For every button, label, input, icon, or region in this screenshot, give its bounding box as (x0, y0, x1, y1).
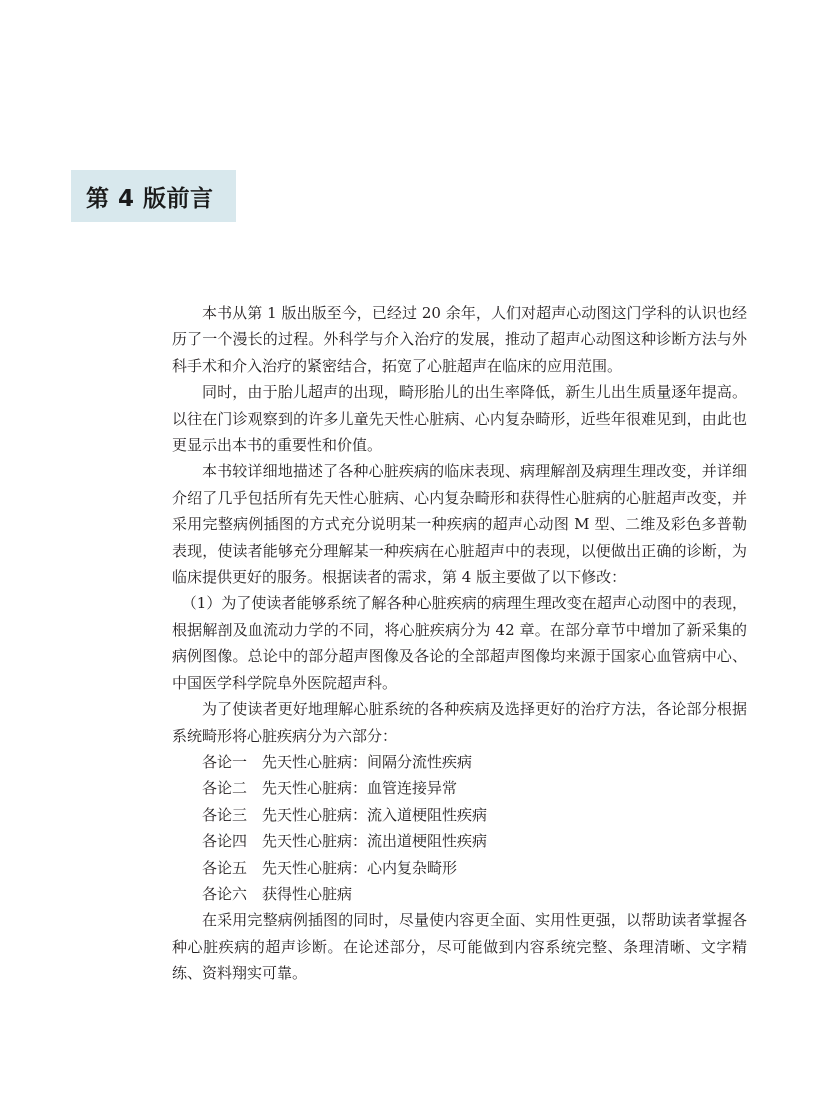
chapter-heading-box (71, 170, 236, 222)
section-list-item: 各论六 获得性心脏病 (202, 884, 353, 903)
section-list-item: 各论二 先天性心脏病：血管连接异常 (202, 779, 458, 798)
section-list-item: 各论四 先天性心脏病：流出道梗阻性疾病 (202, 832, 488, 851)
page-title: 第 4 版前言 (86, 185, 214, 212)
paragraph: 本书较详细地描述了各种心脏疾病的临床表现、病理解剖及病理生理改变，并详细介绍了几乎包括所有先天性心脏病、心内复杂畸形和获得性心脏病的心脏超声改变，并采用完整病例插图的方式充分说明某一种疾病的超声心动图 M 型、二维及彩色多普勒表现，使读者能够充分理解某一种疾病在心脏超声中的表现，以便做出正确的诊断，为临床提供更好的服务。根据读者的需求，第 4 版主要做了以下修改： (172, 462, 747, 587)
section-list-item: 各论五 先天性心脏病：心内复杂畸形 (202, 858, 458, 877)
paragraph: 在采用完整病例插图的同时，尽量使内容更全面、实用性更强，以帮助读者掌握各种心脏疾病的超声诊断。在论述部分，尽可能做到内容系统完整、条理清晰、文字精练、资料翔实可靠。 (172, 911, 747, 983)
paragraph: 同时，由于胎儿超声的出现，畸形胎儿的出生率降低，新生儿出生质量逐年提高。以往在门诊观察到的许多儿童先天性心脏病、心内复杂畸形，近些年很难见到，由此也更显示出本书的重要性和价值。 (172, 383, 747, 455)
section-list-item: 各论三 先天性心脏病：流入道梗阻性疾病 (202, 805, 488, 824)
paragraph: 为了使读者更好地理解心脏系统的各种疾病及选择更好的治疗方法，各论部分根据系统畸形将心脏疾病分为六部分： (172, 700, 747, 745)
paragraph: （1）为了使读者能够系统了解各种心脏疾病的病理生理改变在超声心动图中的表现，根据解剖及血流动力学的不同，将心脏疾病分为 42 章。在部分章节中增加了新采集的病例图像。总论中的部分超声图像及各论的全部超声图像均来源于国家心血管病中心、中国医学科学院阜外医院超声科。 (172, 594, 747, 692)
section-list-item: 各论一 先天性心脏病：间隔分流性疾病 (202, 752, 473, 771)
paragraph: 本书从第 1 版出版至今，已经过 20 余年，人们对超声心动图这门学科的认识也经历了一个漫长的过程。外科学与介入治疗的发展，推动了超声心动图这种诊断方法与外科手术和介入治疗的紧密结合，拓宽了心脏超声在临床的应用范围。 (172, 304, 747, 375)
preface-body (172, 300, 747, 987)
